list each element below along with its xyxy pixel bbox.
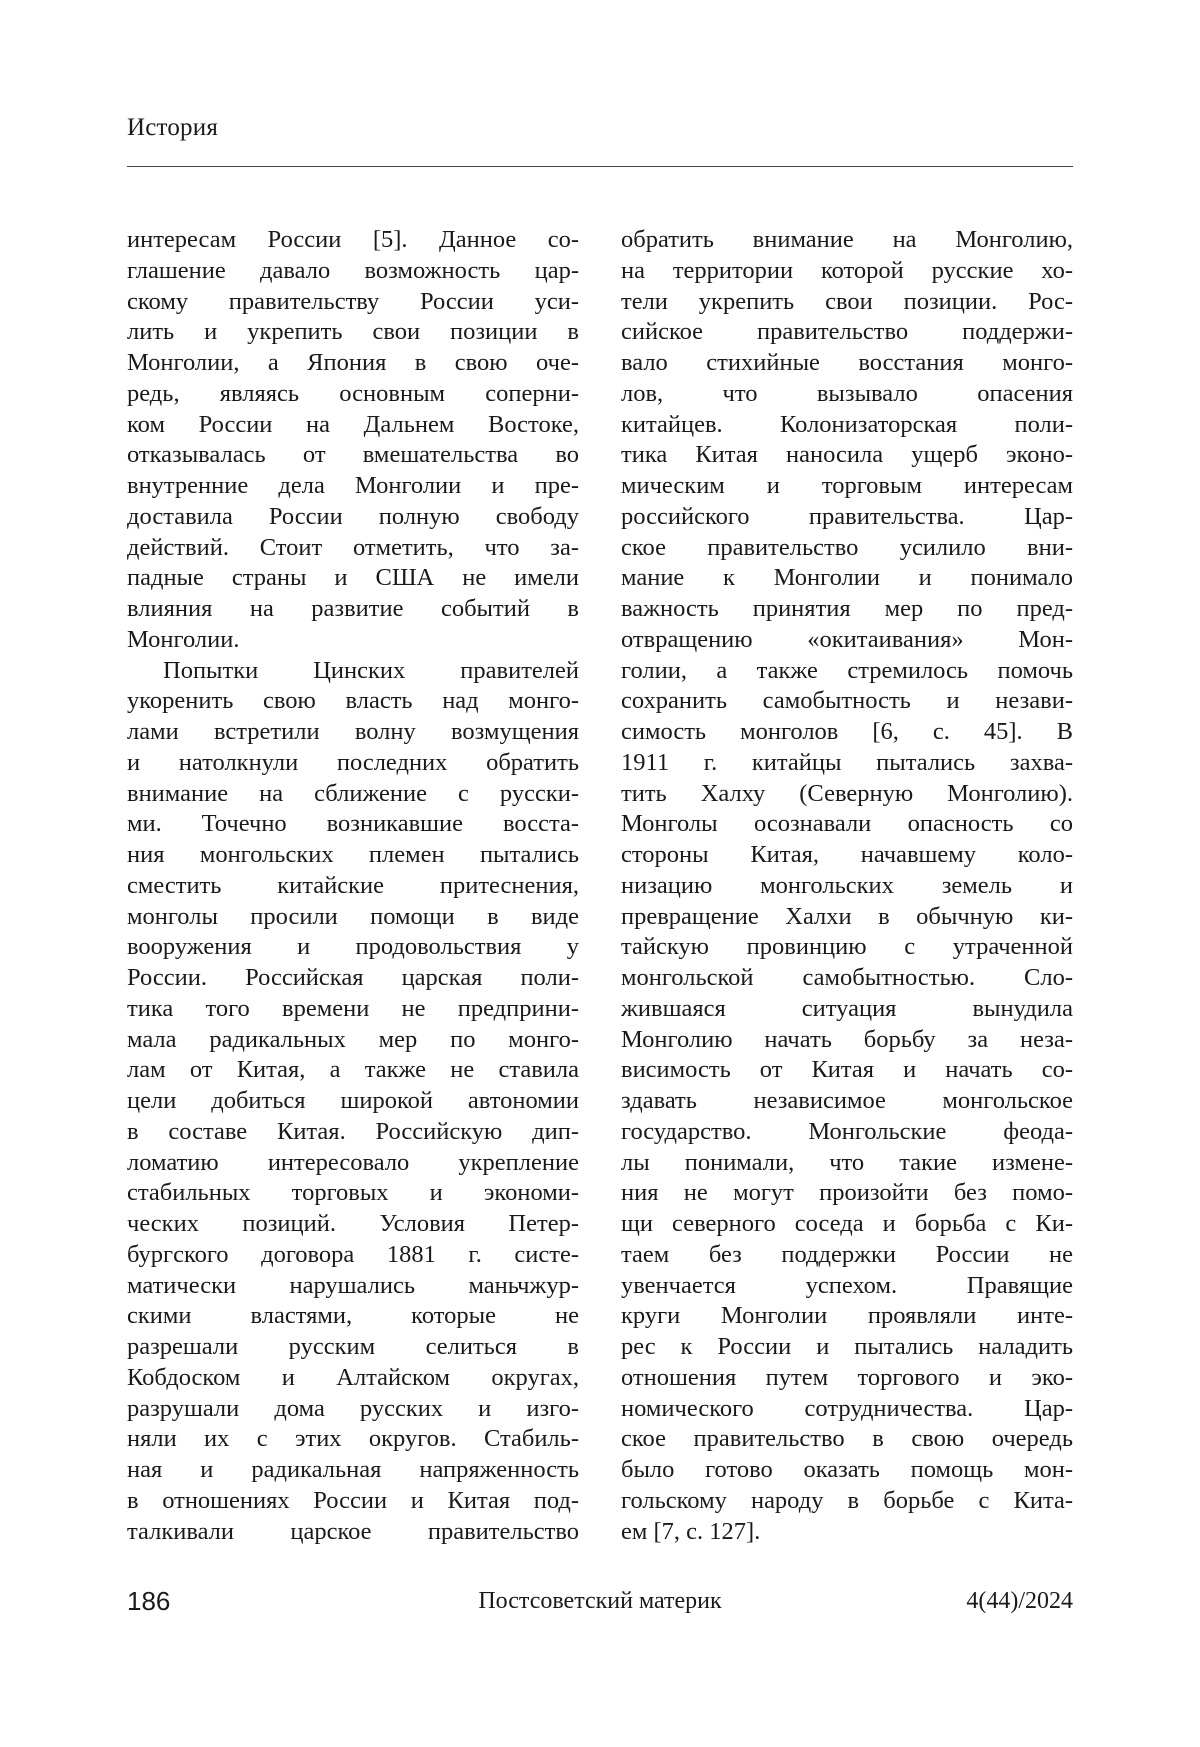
text-line: обратить внимание на Монголию, — [621, 225, 1073, 256]
text-line: в отношениях России и Китая под- — [127, 1486, 579, 1517]
text-line: действий. Стоит отметить, что за- — [127, 533, 579, 564]
paragraph — [127, 656, 579, 1548]
text-line: ем [7, с. 127]. — [621, 1517, 1073, 1548]
text-line: увенчается успехом. Правящие — [621, 1271, 1073, 1302]
text-line: укоренить свою власть над монго- — [127, 686, 579, 717]
text-line: мала радикальных мер по монго- — [127, 1025, 579, 1056]
text-line: скими властями, которые не — [127, 1301, 579, 1332]
text-line: внимание на сближение с русски- — [127, 779, 579, 810]
text-line: стабильных торговых и экономи- — [127, 1178, 579, 1209]
text-line: висимость от Китая и начать со- — [621, 1055, 1073, 1086]
text-line: щи северного соседа и борьба с Ки- — [621, 1209, 1073, 1240]
text-line: Кобдоском и Алтайском округах, — [127, 1363, 579, 1394]
text-line: скому правительству России уси- — [127, 287, 579, 318]
text-line: Попытки Цинских правителей — [127, 656, 579, 687]
text-line: лов, что вызывало опасения — [621, 379, 1073, 410]
text-line: ния монгольских племен пытались — [127, 840, 579, 871]
text-line: отвращению «окитаивания» Мон- — [621, 625, 1073, 656]
text-line: ское правительство в свою очередь — [621, 1424, 1073, 1455]
text-line: ломатию интересовало укрепление — [127, 1148, 579, 1179]
text-line: важность принятия мер по пред- — [621, 594, 1073, 625]
text-line: стороны Китая, начавшему коло- — [621, 840, 1073, 871]
text-line: талкивали царское правительство — [127, 1517, 579, 1548]
text-line: было готово оказать помощь мон- — [621, 1455, 1073, 1486]
text-line: влияния на развитие событий в — [127, 594, 579, 625]
text-line: тить Халху (Северную Монголию). — [621, 779, 1073, 810]
text-line: тели укрепить свои позиции. Рос- — [621, 287, 1073, 318]
text-line: тайскую провинцию с утраченной — [621, 932, 1073, 963]
text-line: ское правительство усилило вни- — [621, 533, 1073, 564]
text-line: круги Монголии проявляли инте- — [621, 1301, 1073, 1332]
text-line: отказывалась от вмешательства во — [127, 440, 579, 471]
text-line: Монголии, а Япония в свою оче- — [127, 348, 579, 379]
text-line: вало стихийные восстания монго- — [621, 348, 1073, 379]
text-line: китайцев. Колонизаторская поли- — [621, 410, 1073, 441]
text-line: сийское правительство поддержи- — [621, 317, 1073, 348]
text-line: рес к России и пытались наладить — [621, 1332, 1073, 1363]
page-number: 186 — [127, 1586, 170, 1617]
text-line: лам от Китая, а также не ставила — [127, 1055, 579, 1086]
text-line: лы понимали, что такие измене- — [621, 1148, 1073, 1179]
text-line: ния не могут произойти без помо- — [621, 1178, 1073, 1209]
issue-number: 4(44)/2024 — [966, 1588, 1073, 1615]
text-line: матически нарушались маньчжур- — [127, 1271, 579, 1302]
text-line: падные страны и США не имели — [127, 563, 579, 594]
text-line: низацию монгольских земель и — [621, 871, 1073, 902]
text-line: государство. Монгольские феода- — [621, 1117, 1073, 1148]
text-line: лить и укрепить свои позиции в — [127, 317, 579, 348]
text-line: интересам России [5]. Данное со- — [127, 225, 579, 256]
text-line: мание к Монголии и понимало — [621, 563, 1073, 594]
text-line: симость монголов [6, с. 45]. В — [621, 717, 1073, 748]
paragraph — [127, 225, 579, 656]
text-line: ная и радикальная напряженность — [127, 1455, 579, 1486]
text-line: российского правительства. Цар- — [621, 502, 1073, 533]
header-rule — [127, 166, 1073, 167]
text-column-right — [621, 225, 1073, 1547]
text-line: ми. Точечно возникавшие восста- — [127, 809, 579, 840]
text-line: глашение давало возможность цар- — [127, 256, 579, 287]
text-line: вооружения и продовольствия у — [127, 932, 579, 963]
text-line: таем без поддержки России не — [621, 1240, 1073, 1271]
text-line: тика того времени не предприни- — [127, 994, 579, 1025]
text-line: тика Китая наносила ущерб эконо- — [621, 440, 1073, 471]
text-line: 1911 г. китайцы пытались захва- — [621, 748, 1073, 779]
text-line: на территории которой русские хо- — [621, 256, 1073, 287]
text-line: Монголы осознавали опасность со — [621, 809, 1073, 840]
text-line: и натолкнули последних обратить — [127, 748, 579, 779]
text-line: превращение Халхи в обычную ки- — [621, 902, 1073, 933]
text-line: гольскому народу в борьбе с Кита- — [621, 1486, 1073, 1517]
text-line: ческих позиций. Условия Петер- — [127, 1209, 579, 1240]
text-line: здавать независимое монгольское — [621, 1086, 1073, 1117]
text-line: в составе Китая. Российскую дип- — [127, 1117, 579, 1148]
text-line: внутренние дела Монголии и пре- — [127, 471, 579, 502]
text-line: Монголию начать борьбу за неза- — [621, 1025, 1073, 1056]
running-head-section: История — [127, 114, 218, 142]
text-line: сместить китайские притеснения, — [127, 871, 579, 902]
text-line: цели добиться широкой автономии — [127, 1086, 579, 1117]
journal-title: Постсоветский материк — [0, 1588, 1200, 1615]
text-line: ком России на Дальнем Востоке, — [127, 410, 579, 441]
text-line: Монголии. — [127, 625, 579, 656]
text-line: сохранить самобытность и незави- — [621, 686, 1073, 717]
text-line: разрушали дома русских и изго- — [127, 1394, 579, 1425]
text-line: доставила России полную свободу — [127, 502, 579, 533]
text-line: бургского договора 1881 г. систе- — [127, 1240, 579, 1271]
paragraph — [621, 225, 1073, 1547]
text-line: отношения путем торгового и эко- — [621, 1363, 1073, 1394]
text-line: монголы просили помощи в виде — [127, 902, 579, 933]
text-column-left — [127, 225, 579, 1547]
text-line: мическим и торговым интересам — [621, 471, 1073, 502]
text-line: разрешали русским селиться в — [127, 1332, 579, 1363]
text-line: жившаяся ситуация вынудила — [621, 994, 1073, 1025]
text-line: номического сотрудничества. Цар- — [621, 1394, 1073, 1425]
text-line: лами встретили волну возмущения — [127, 717, 579, 748]
text-line: редь, являясь основным соперни- — [127, 379, 579, 410]
text-line: няли их с этих округов. Стабиль- — [127, 1424, 579, 1455]
text-line: России. Российская царская поли- — [127, 963, 579, 994]
text-line: монгольской самобытностью. Сло- — [621, 963, 1073, 994]
text-line: голии, а также стремилось помочь — [621, 656, 1073, 687]
